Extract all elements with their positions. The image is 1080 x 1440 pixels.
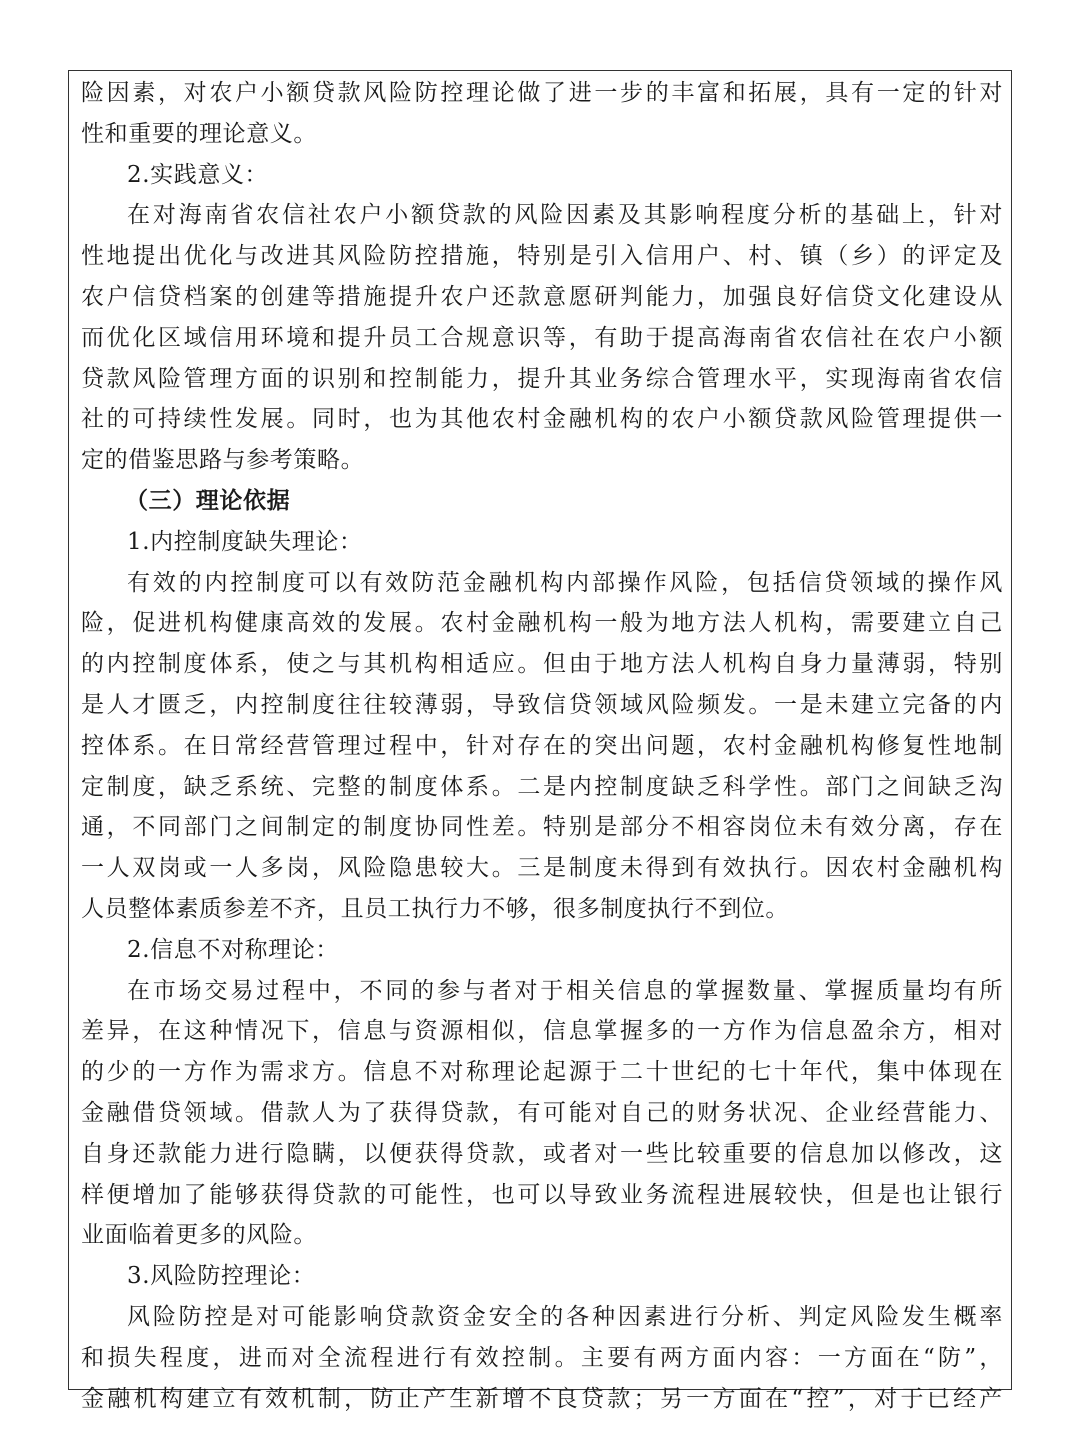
text-line: 业面临着更多的风险。: [81, 1222, 317, 1249]
section-subheading: 1.内控制度缺失理论：: [127, 528, 363, 555]
text-line: 险因素，对农户小额贷款风险防控理论做了进一步的丰富和拓展，具有一定的针对: [81, 80, 1003, 106]
section-heading: （三）理论依据: [125, 486, 291, 514]
text-line: 险，促进机构健康高效的发展。农村金融机构一般为地方法人机构，需要建立自己: [81, 610, 1003, 637]
section-subheading: 2.信息不对称理论：: [127, 936, 339, 963]
text-line: 样便增加了能够获得贷款的可能性，也可以导致业务流程进展较快，但是也让银行: [81, 1181, 1003, 1208]
text-line: 自身还款能力进行隐瞒，以便获得贷款，或者对一些比较重要的信息加以修改，这: [81, 1140, 1003, 1167]
section-subheading: 3.风险防控理论：: [127, 1263, 316, 1290]
text-line: 是人才匮乏，内控制度往往较薄弱，导致信贷领域风险频发。一是未建立完备的内: [81, 691, 1003, 718]
text-line: 而优化区域信用环境和提升员工合规意识等，有助于提高海南省农信社在农户小额: [81, 324, 1003, 351]
text-line: 的少的一方作为需求方。信息不对称理论起源于二十世纪的七十年代，集中体现在: [81, 1059, 1003, 1086]
section-subheading: 2.实践意义：: [127, 161, 269, 188]
text-line: 有效的内控制度可以有效防范金融机构内部操作风险，包括信贷领域的操作风: [127, 569, 1003, 596]
text-line: 定制度，缺乏系统、完整的制度体系。二是内控制度缺乏科学性。部门之间缺乏沟: [81, 773, 1003, 800]
text-line: 人员整体素质参差不齐，且员工执行力不够，很多制度执行不到位。: [81, 895, 789, 922]
text-line: 贷款风险管理方面的识别和控制能力，提升其业务综合管理水平，实现海南省农信: [81, 365, 1003, 392]
text-line: 社的可持续性发展。同时，也为其他农村金融机构的农户小额贷款风险管理提供一: [81, 406, 1003, 433]
text-line: 性地提出优化与改进其风险防控措施，特别是引入信用户、村、镇（乡）的评定及: [81, 243, 1003, 270]
text-line: 在市场交易过程中，不同的参与者对于相关信息的掌握数量、掌握质量均有所: [127, 977, 1003, 1004]
text-line: 性和重要的理论意义。: [81, 120, 317, 147]
text-line: 定的借鉴思路与参考策略。: [81, 447, 365, 474]
text-line: 一人双岗或一人多岗，风险隐患较大。三是制度未得到有效执行。因农村金融机构: [81, 855, 1003, 882]
text-line: 风险防控是对可能影响贷款资金安全的各种因素进行分析、判定风险发生概率: [127, 1303, 1003, 1330]
text-line: 通，不同部门之间制定的制度协同性差。特别是部分不相容岗位未有效分离，存在: [81, 814, 1003, 841]
text-line: 和损失程度，进而对全流程进行有效控制。主要有两方面内容：一方面在“防”，: [81, 1344, 1003, 1371]
text-line: 金融机构建立有效机制，防止产生新增不良贷款；另一方面在“控”，对于已经产: [81, 1385, 1003, 1412]
document-body: [69, 71, 1011, 1419]
text-line: 控体系。在日常经营管理过程中，针对存在的突出问题，农村金融机构修复性地制: [81, 732, 1003, 759]
text-line: 差异，在这种情况下，信息与资源相似，信息掌握多的一方作为信息盈余方，相对: [81, 1018, 1003, 1045]
text-line: 在对海南省农信社农户小额贷款的风险因素及其影响程度分析的基础上，针对: [127, 202, 1003, 229]
text-line: 农户信贷档案的创建等措施提升农户还款意愿研判能力，加强良好信贷文化建设从: [81, 283, 1003, 310]
document-frame: [68, 70, 1012, 1412]
text-line: 的内控制度体系，使之与其机构相适应。但由于地方法人机构自身力量薄弱，特别: [81, 651, 1003, 678]
text-line: 金融借贷领域。借款人为了获得贷款，有可能对自己的财务状况、企业经营能力、: [81, 1099, 1003, 1126]
